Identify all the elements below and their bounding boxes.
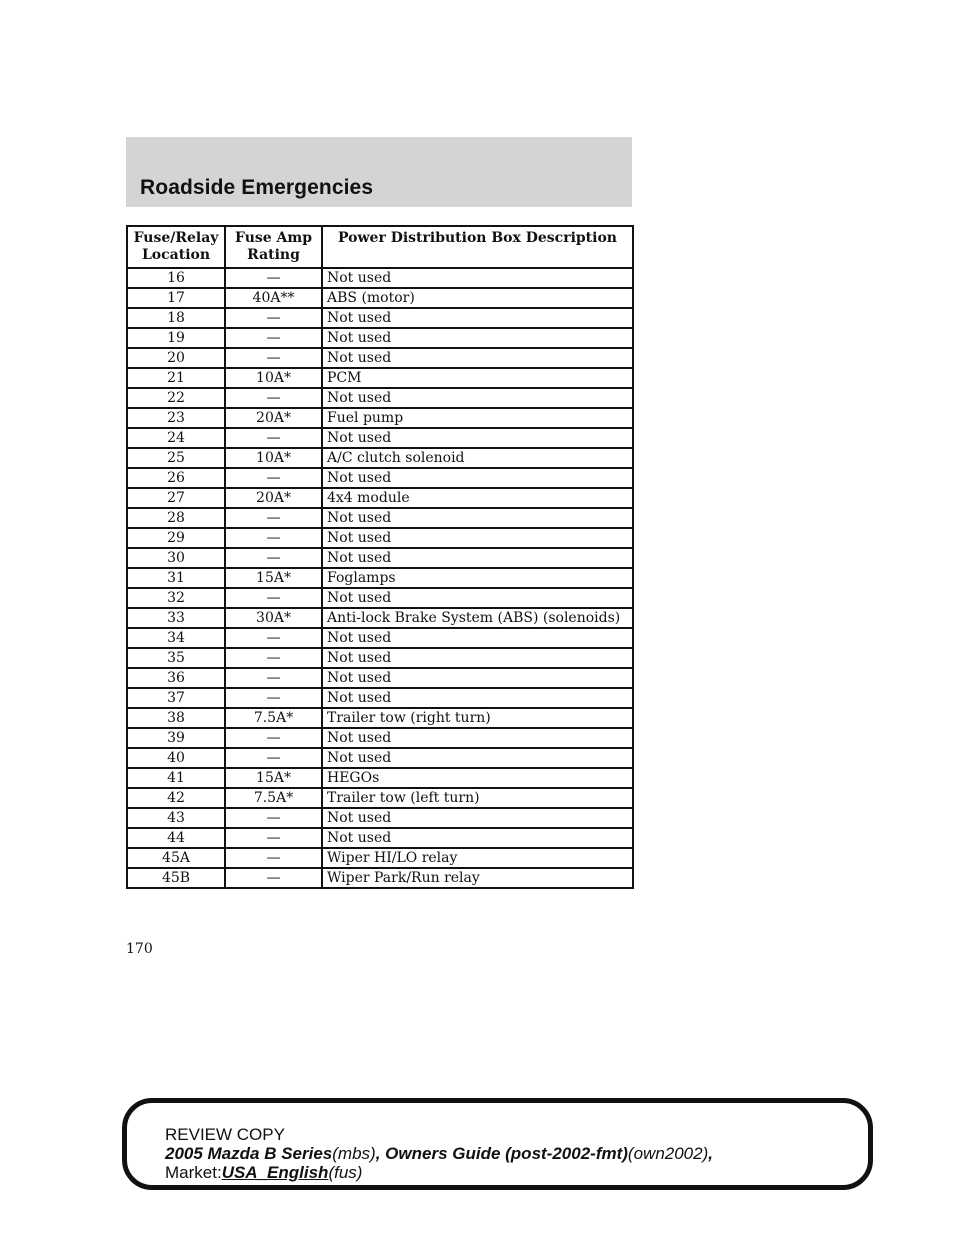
description-cell: 4x4 module <box>322 488 633 508</box>
description-cell: Not used <box>322 308 633 328</box>
header-amp-rating: Fuse Amp Rating <box>225 226 322 268</box>
page-number: 170 <box>126 941 153 957</box>
fuse-table <box>126 225 634 889</box>
table-row <box>127 448 633 468</box>
amp-rating-cell: 30A* <box>225 608 322 628</box>
description-cell: Not used <box>322 388 633 408</box>
description-cell: Not used <box>322 508 633 528</box>
amp-rating-cell: — <box>225 628 322 648</box>
table-row <box>127 868 633 888</box>
table-row <box>127 428 633 448</box>
amp-rating-cell: 15A* <box>225 568 322 588</box>
fuse-location-cell: 16 <box>127 268 225 288</box>
fuse-location-cell: 21 <box>127 368 225 388</box>
amp-rating-cell: 40A** <box>225 288 322 308</box>
description-cell: Wiper Park/Run relay <box>322 868 633 888</box>
amp-rating-cell: 15A* <box>225 768 322 788</box>
table-row <box>127 768 633 788</box>
fuse-location-cell: 17 <box>127 288 225 308</box>
amp-rating-cell: — <box>225 668 322 688</box>
amp-rating-cell: — <box>225 688 322 708</box>
amp-rating-cell: 20A* <box>225 408 322 428</box>
table-row <box>127 368 633 388</box>
fuse-location-cell: 31 <box>127 568 225 588</box>
review-copy-text <box>165 1125 713 1182</box>
table-row <box>127 268 633 288</box>
fuse-location-cell: 33 <box>127 608 225 628</box>
table-row <box>127 408 633 428</box>
fuse-location-cell: 45B <box>127 868 225 888</box>
fuse-location-cell: 42 <box>127 788 225 808</box>
fuse-location-cell: 27 <box>127 488 225 508</box>
fuse-location-cell: 44 <box>127 828 225 848</box>
fuse-location-cell: 41 <box>127 768 225 788</box>
table-row <box>127 468 633 488</box>
fuse-location-cell: 43 <box>127 808 225 828</box>
fuse-location-cell: 40 <box>127 748 225 768</box>
fuse-location-cell: 22 <box>127 388 225 408</box>
table-row <box>127 568 633 588</box>
fuse-location-cell: 28 <box>127 508 225 528</box>
amp-rating-cell: 7.5A* <box>225 788 322 808</box>
description-cell: Fuel pump <box>322 408 633 428</box>
description-cell: Not used <box>322 828 633 848</box>
amp-rating-cell: — <box>225 428 322 448</box>
table-row <box>127 748 633 768</box>
model-code: (mbs) <box>332 1144 376 1163</box>
table-row <box>127 848 633 868</box>
market-value: USA_English <box>221 1163 329 1182</box>
table-row <box>127 728 633 748</box>
table-row <box>127 808 633 828</box>
description-cell: Not used <box>322 348 633 368</box>
description-cell: Trailer tow (left turn) <box>322 788 633 808</box>
fuse-location-cell: 25 <box>127 448 225 468</box>
table-row <box>127 648 633 668</box>
amp-rating-cell: 10A* <box>225 368 322 388</box>
table-row <box>127 628 633 648</box>
review-line-3 <box>165 1163 713 1182</box>
description-cell: Not used <box>322 268 633 288</box>
review-line-2 <box>165 1144 713 1163</box>
amp-rating-cell: — <box>225 748 322 768</box>
section-title: Roadside Emergencies <box>140 176 374 199</box>
amp-rating-cell: — <box>225 588 322 608</box>
amp-rating-cell: — <box>225 548 322 568</box>
table-row <box>127 608 633 628</box>
table-row <box>127 348 633 368</box>
amp-rating-cell: 20A* <box>225 488 322 508</box>
fuse-location-cell: 35 <box>127 648 225 668</box>
description-cell: Not used <box>322 588 633 608</box>
fuse-location-cell: 34 <box>127 628 225 648</box>
trailing-comma: , <box>708 1144 713 1163</box>
review-line-1: REVIEW COPY <box>165 1125 285 1144</box>
table-row <box>127 668 633 688</box>
description-cell: Not used <box>322 468 633 488</box>
model-name: 2005 Mazda B Series <box>165 1144 333 1163</box>
amp-rating-cell: — <box>225 528 322 548</box>
amp-rating-cell: — <box>225 648 322 668</box>
description-cell: Not used <box>322 668 633 688</box>
table-row <box>127 288 633 308</box>
description-cell: Not used <box>322 728 633 748</box>
fuse-location-cell: 26 <box>127 468 225 488</box>
fuse-location-cell: 19 <box>127 328 225 348</box>
amp-rating-cell: 7.5A* <box>225 708 322 728</box>
table-row <box>127 508 633 528</box>
table-row <box>127 588 633 608</box>
amp-rating-cell: — <box>225 508 322 528</box>
amp-rating-cell: — <box>225 328 322 348</box>
header-location: Fuse/Relay Location <box>127 226 225 268</box>
fuse-table-body <box>127 268 633 888</box>
fuse-location-cell: 23 <box>127 408 225 428</box>
description-cell: Not used <box>322 528 633 548</box>
guide-name: , Owners Guide (post-2002-fmt) <box>375 1144 628 1163</box>
fuse-location-cell: 20 <box>127 348 225 368</box>
description-cell: Foglamps <box>322 568 633 588</box>
description-cell: Not used <box>322 548 633 568</box>
table-row <box>127 528 633 548</box>
description-cell: Not used <box>322 628 633 648</box>
description-cell: Not used <box>322 748 633 768</box>
amp-rating-cell: — <box>225 828 322 848</box>
amp-rating-cell: — <box>225 268 322 288</box>
amp-rating-cell: — <box>225 848 322 868</box>
amp-rating-cell: — <box>225 728 322 748</box>
description-cell: Not used <box>322 428 633 448</box>
market-label: Market: <box>165 1163 222 1182</box>
description-cell: Wiper HI/LO relay <box>322 848 633 868</box>
guide-code: (own2002) <box>627 1144 709 1163</box>
description-cell: Trailer tow (right turn) <box>322 708 633 728</box>
fuse-location-cell: 37 <box>127 688 225 708</box>
fuse-location-cell: 29 <box>127 528 225 548</box>
amp-rating-cell: — <box>225 868 322 888</box>
fuse-location-cell: 45A <box>127 848 225 868</box>
fuse-location-cell: 36 <box>127 668 225 688</box>
header-description: Power Distribution Box Description <box>322 226 633 268</box>
table-row <box>127 548 633 568</box>
amp-rating-cell: — <box>225 308 322 328</box>
table-row <box>127 308 633 328</box>
amp-rating-cell: — <box>225 348 322 368</box>
table-row <box>127 688 633 708</box>
fuse-location-cell: 39 <box>127 728 225 748</box>
description-cell: Not used <box>322 688 633 708</box>
description-cell: PCM <box>322 368 633 388</box>
table-row <box>127 708 633 728</box>
description-cell: HEGOs <box>322 768 633 788</box>
description-cell: Not used <box>322 808 633 828</box>
fuse-location-cell: 24 <box>127 428 225 448</box>
description-cell: ABS (motor) <box>322 288 633 308</box>
fuse-location-cell: 30 <box>127 548 225 568</box>
table-row <box>127 328 633 348</box>
table-row <box>127 828 633 848</box>
fuse-location-cell: 18 <box>127 308 225 328</box>
fuse-location-cell: 32 <box>127 588 225 608</box>
description-cell: Not used <box>322 648 633 668</box>
fuse-location-cell: 38 <box>127 708 225 728</box>
table-row <box>127 788 633 808</box>
description-cell: Not used <box>322 328 633 348</box>
description-cell: Anti-lock Brake System (ABS) (solenoids) <box>322 608 633 628</box>
amp-rating-cell: — <box>225 808 322 828</box>
market-code: (fus) <box>328 1163 363 1182</box>
table-row <box>127 488 633 508</box>
amp-rating-cell: — <box>225 468 322 488</box>
description-cell: A/C clutch solenoid <box>322 448 633 468</box>
amp-rating-cell: 10A* <box>225 448 322 468</box>
table-row <box>127 388 633 408</box>
amp-rating-cell: — <box>225 388 322 408</box>
table-header-row <box>127 226 633 268</box>
